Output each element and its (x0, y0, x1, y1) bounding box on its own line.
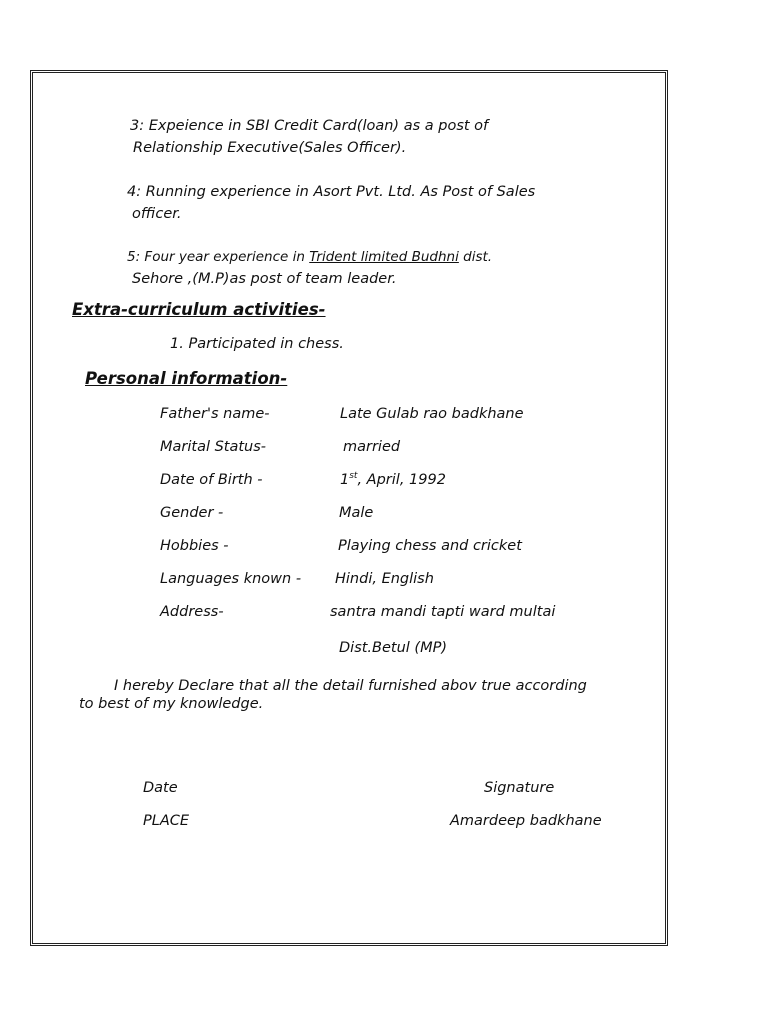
dob-rest: , April, 1992 (357, 472, 446, 488)
experience-5-suffix: dist. (458, 249, 493, 265)
address-value: santra mandi tapti ward multai (330, 604, 556, 620)
personal-info-heading: Personal information- (85, 369, 288, 388)
fathers-name-value: Late Gulab rao badkhane (340, 406, 524, 422)
marital-status-value: married (343, 439, 401, 455)
experience-5-line2: Sehore ,(M.P)as post of team leader. (132, 271, 397, 287)
experience-4-line1: 4: Running experience in Asort Pvt. Ltd. As Post of Sales (127, 184, 536, 200)
signature-label: Signature (484, 780, 555, 796)
address-label: Address- (160, 604, 224, 620)
experience-5-line1 (127, 248, 492, 266)
hobbies-label: Hobbies - (160, 538, 229, 554)
languages-label: Languages known - (160, 571, 302, 587)
experience-5-company: Trident limited Budhni (309, 249, 459, 265)
marital-status-label: Marital Status- (160, 439, 267, 455)
dob-label: Date of Birth - (160, 472, 263, 488)
dob-day: 1 (340, 472, 350, 488)
experience-3-line2: Relationship Executive(Sales Officer). (133, 140, 407, 156)
experience-4-line2: officer. (132, 206, 182, 222)
languages-value: Hindi, English (335, 571, 434, 587)
gender-label: Gender - (160, 505, 224, 521)
fathers-name-label: Father's name- (160, 406, 270, 422)
declaration-line2: to best of my knowledge. (79, 696, 264, 712)
address-line2: Dist.Betul (MP) (339, 640, 447, 656)
experience-5-prefix: 5: Four year experience in (127, 249, 310, 265)
signatory-name: Amardeep badkhane (450, 813, 602, 829)
experience-3-line1: 3: Expeience in SBI Credit Card(loan) as a post of (130, 118, 489, 134)
extra-curriculum-heading: Extra-curriculum activities- (72, 300, 326, 319)
declaration-line1: I hereby Declare that all the detail furnished abov true according (114, 678, 587, 694)
hobbies-value: Playing chess and cricket (338, 538, 522, 554)
place-label: PLACE (143, 813, 190, 829)
dob-suffix: st (349, 471, 358, 482)
gender-value: Male (339, 505, 374, 521)
date-label: Date (143, 780, 178, 796)
extra-item-1: 1. Participated in chess. (170, 336, 344, 352)
dob-value (340, 471, 446, 489)
